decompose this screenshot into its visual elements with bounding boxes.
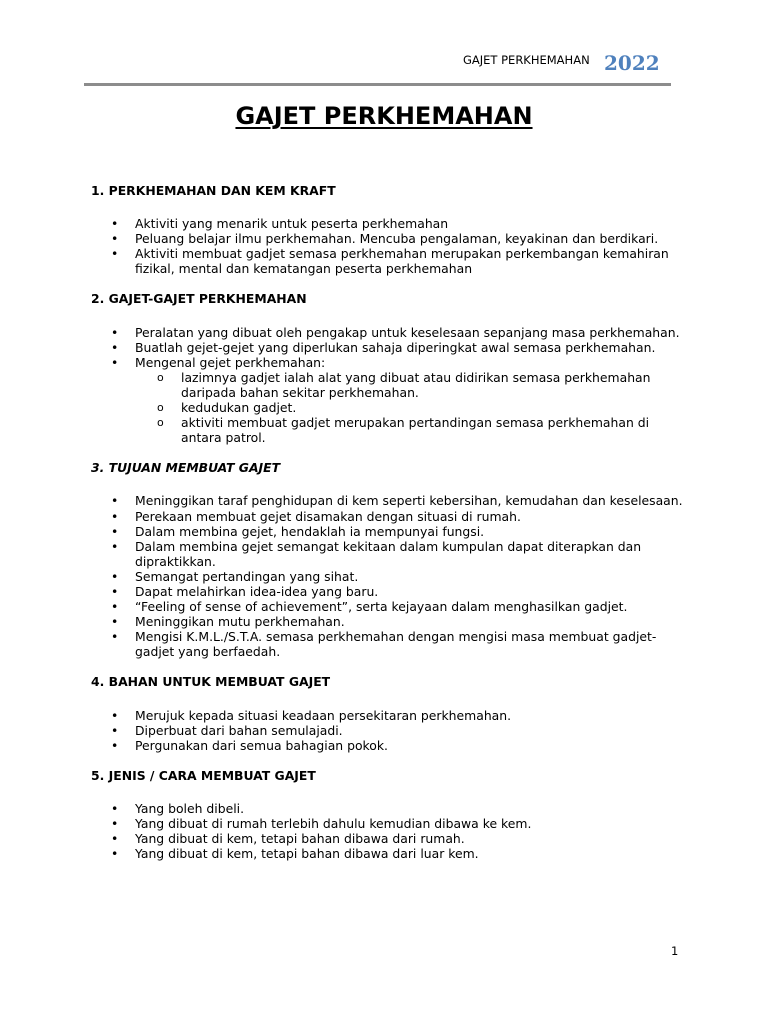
bullet-list <box>92 708 692 753</box>
list-item-text: Dalam membina gejet semangat kekitaan dalam kumpulan dapat diterapkan dan dipraktikkan. <box>135 538 642 569</box>
list-item-text: Dalam membina gejet, hendaklah ia mempunyai fungsi. <box>135 523 485 539</box>
list-item-text: Pergunakan dari semua bahagian pokok. <box>135 737 388 753</box>
bullet-icon: • <box>111 816 119 831</box>
bullet-icon: • <box>111 508 119 524</box>
document-body <box>92 183 692 876</box>
section-perkhemahan-kem-kraft <box>92 183 692 276</box>
bullet-icon: • <box>111 614 119 630</box>
bullet-icon: • <box>111 707 119 723</box>
circle-bullet-icon: o <box>157 416 164 430</box>
bullet-icon: • <box>111 324 119 340</box>
section-tujuan-membuat-gajet <box>92 460 692 659</box>
bullet-icon: • <box>111 231 119 247</box>
bullet-icon: • <box>111 583 119 599</box>
bullet-list <box>92 325 692 446</box>
bullet-list <box>92 801 692 861</box>
list-item <box>92 355 692 446</box>
list-item <box>92 708 692 723</box>
list-item-text: Yang dibuat di rumah terlebih dahulu kemudian dibawa ke kem. <box>135 816 532 831</box>
list-item <box>92 340 692 355</box>
list-item-text: Aktiviti yang menarik untuk peserta perkhemahan <box>135 216 449 232</box>
bullet-icon: • <box>111 831 119 847</box>
list-item-text: Yang boleh dibeli. <box>135 800 245 816</box>
bullet-icon: • <box>111 354 119 370</box>
bullet-icon: • <box>111 599 119 615</box>
list-item-text: Peralatan yang dibuat oleh pengakap untuk keselesaan sepanjang masa perkhemahan. <box>135 324 680 340</box>
bullet-icon: • <box>111 846 119 862</box>
sub-list-item-text: aktiviti membuat gadjet merupakan pertandingan semasa perkhemahan di antara patrol. <box>181 415 650 446</box>
bullet-icon: • <box>111 629 119 645</box>
sub-list-item <box>135 370 692 400</box>
sub-list-item-text: kedudukan gadjet. <box>181 400 297 416</box>
list-item <box>92 246 692 276</box>
list-item <box>92 569 692 584</box>
bullet-list <box>92 216 692 276</box>
list-item <box>92 723 692 738</box>
bullet-icon: • <box>111 737 119 753</box>
list-item <box>92 816 692 831</box>
list-item <box>92 231 692 246</box>
sub-list-item-text: lazimnya gadjet ialah alat yang dibuat atau didirikan semasa perkhemahan daripada bahan sekitar perkhemahan. <box>181 369 651 400</box>
list-item-text: Yang dibuat di kem, tetapi bahan dibawa dari luar kem. <box>135 846 479 862</box>
section-heading: 1. PERKHEMAHAN DAN KEM KRAFT <box>91 183 336 198</box>
bullet-icon: • <box>111 538 119 554</box>
list-item-text: “Feeling of sense of achievement”, serta kejayaan dalam menghasilkan gadjet. <box>135 599 628 615</box>
list-item-text: Perekaan membuat gejet disamakan dengan situasi di rumah. <box>135 508 521 524</box>
circle-bullet-icon: o <box>157 370 164 384</box>
section-heading: 4. BAHAN UNTUK MEMBUAT GAJET <box>91 674 331 690</box>
list-item-text: Aktiviti membuat gadjet semasa perkhemahan merupakan perkembangan kemahiran fizikal, mental dan kematangan peserta perkhemahan <box>135 246 669 277</box>
bullet-list <box>92 493 692 659</box>
list-item-text: Mengenal gejet perkhemahan: <box>135 354 326 370</box>
list-item-text: Diperbuat dari bahan semulajadi. <box>135 722 343 738</box>
circle-bullet-icon: o <box>157 401 164 415</box>
list-item <box>92 629 692 659</box>
section-gajet-gajet-perkhemahan <box>92 291 692 445</box>
list-item <box>92 846 692 861</box>
bullet-icon: • <box>111 722 119 738</box>
list-item <box>92 325 692 340</box>
document-title: GAJET PERKHEMAHAN <box>235 102 533 130</box>
list-item <box>92 524 692 539</box>
bullet-icon: • <box>111 246 119 262</box>
bullet-icon: • <box>111 339 119 355</box>
page-number: 1 <box>671 944 679 958</box>
list-item <box>92 738 692 753</box>
header-year: 2022 <box>604 51 660 75</box>
list-item <box>92 614 692 629</box>
section-heading: 2. GAJET-GAJET PERKHEMAHAN <box>91 291 307 307</box>
list-item <box>92 801 692 816</box>
bullet-icon: • <box>111 568 119 584</box>
sub-list-item <box>135 415 692 445</box>
sub-list <box>135 370 692 445</box>
list-item-text: Buatlah gejet-gejet yang diperlukan sahaja diperingkat awal semasa perkhemahan. <box>135 339 656 355</box>
section-heading: 3. TUJUAN MEMBUAT GAJET <box>91 460 281 476</box>
list-item-text: Dapat melahirkan idea-idea yang baru. <box>135 583 379 599</box>
list-item-text: Peluang belajar ilmu perkhemahan. Mencuba pengalaman, keyakinan dan berdikari. <box>135 231 659 247</box>
list-item-text: Semangat pertandingan yang sihat. <box>135 568 359 584</box>
sub-list-item <box>135 400 692 415</box>
list-item-text: Meninggikan taraf penghidupan di kem seperti kebersihan, kemudahan dan keselesaan. <box>135 493 683 509</box>
list-item <box>92 216 692 231</box>
section-bahan-membuat-gajet <box>92 674 692 752</box>
list-item-text: Yang dibuat di kem, tetapi bahan dibawa dari rumah. <box>135 831 465 847</box>
bullet-icon: • <box>111 523 119 539</box>
bullet-icon: • <box>111 800 119 816</box>
running-header-title: GAJET PERKHEMAHAN <box>463 53 590 67</box>
list-item <box>92 584 692 599</box>
list-item-text: Merujuk kepada situasi keadaan persekitaran perkhemahan. <box>135 707 512 723</box>
list-item-text: Meninggikan mutu perkhemahan. <box>135 614 345 630</box>
list-item <box>92 509 692 524</box>
header-divider <box>84 83 671 86</box>
list-item-text: Mengisi K.M.L./S.T.A. semasa perkhemahan dengan mengisi masa membuat gadjet-gadjet yang berfaedah. <box>135 629 657 660</box>
section-heading: 5. JENIS / CARA MEMBUAT GAJET <box>91 767 316 783</box>
bullet-icon: • <box>111 216 119 232</box>
list-item <box>92 599 692 614</box>
list-item <box>92 831 692 846</box>
bullet-icon: • <box>111 493 119 509</box>
section-jenis-cara-membuat-gajet <box>92 768 692 861</box>
list-item <box>92 493 692 508</box>
list-item <box>92 539 692 569</box>
